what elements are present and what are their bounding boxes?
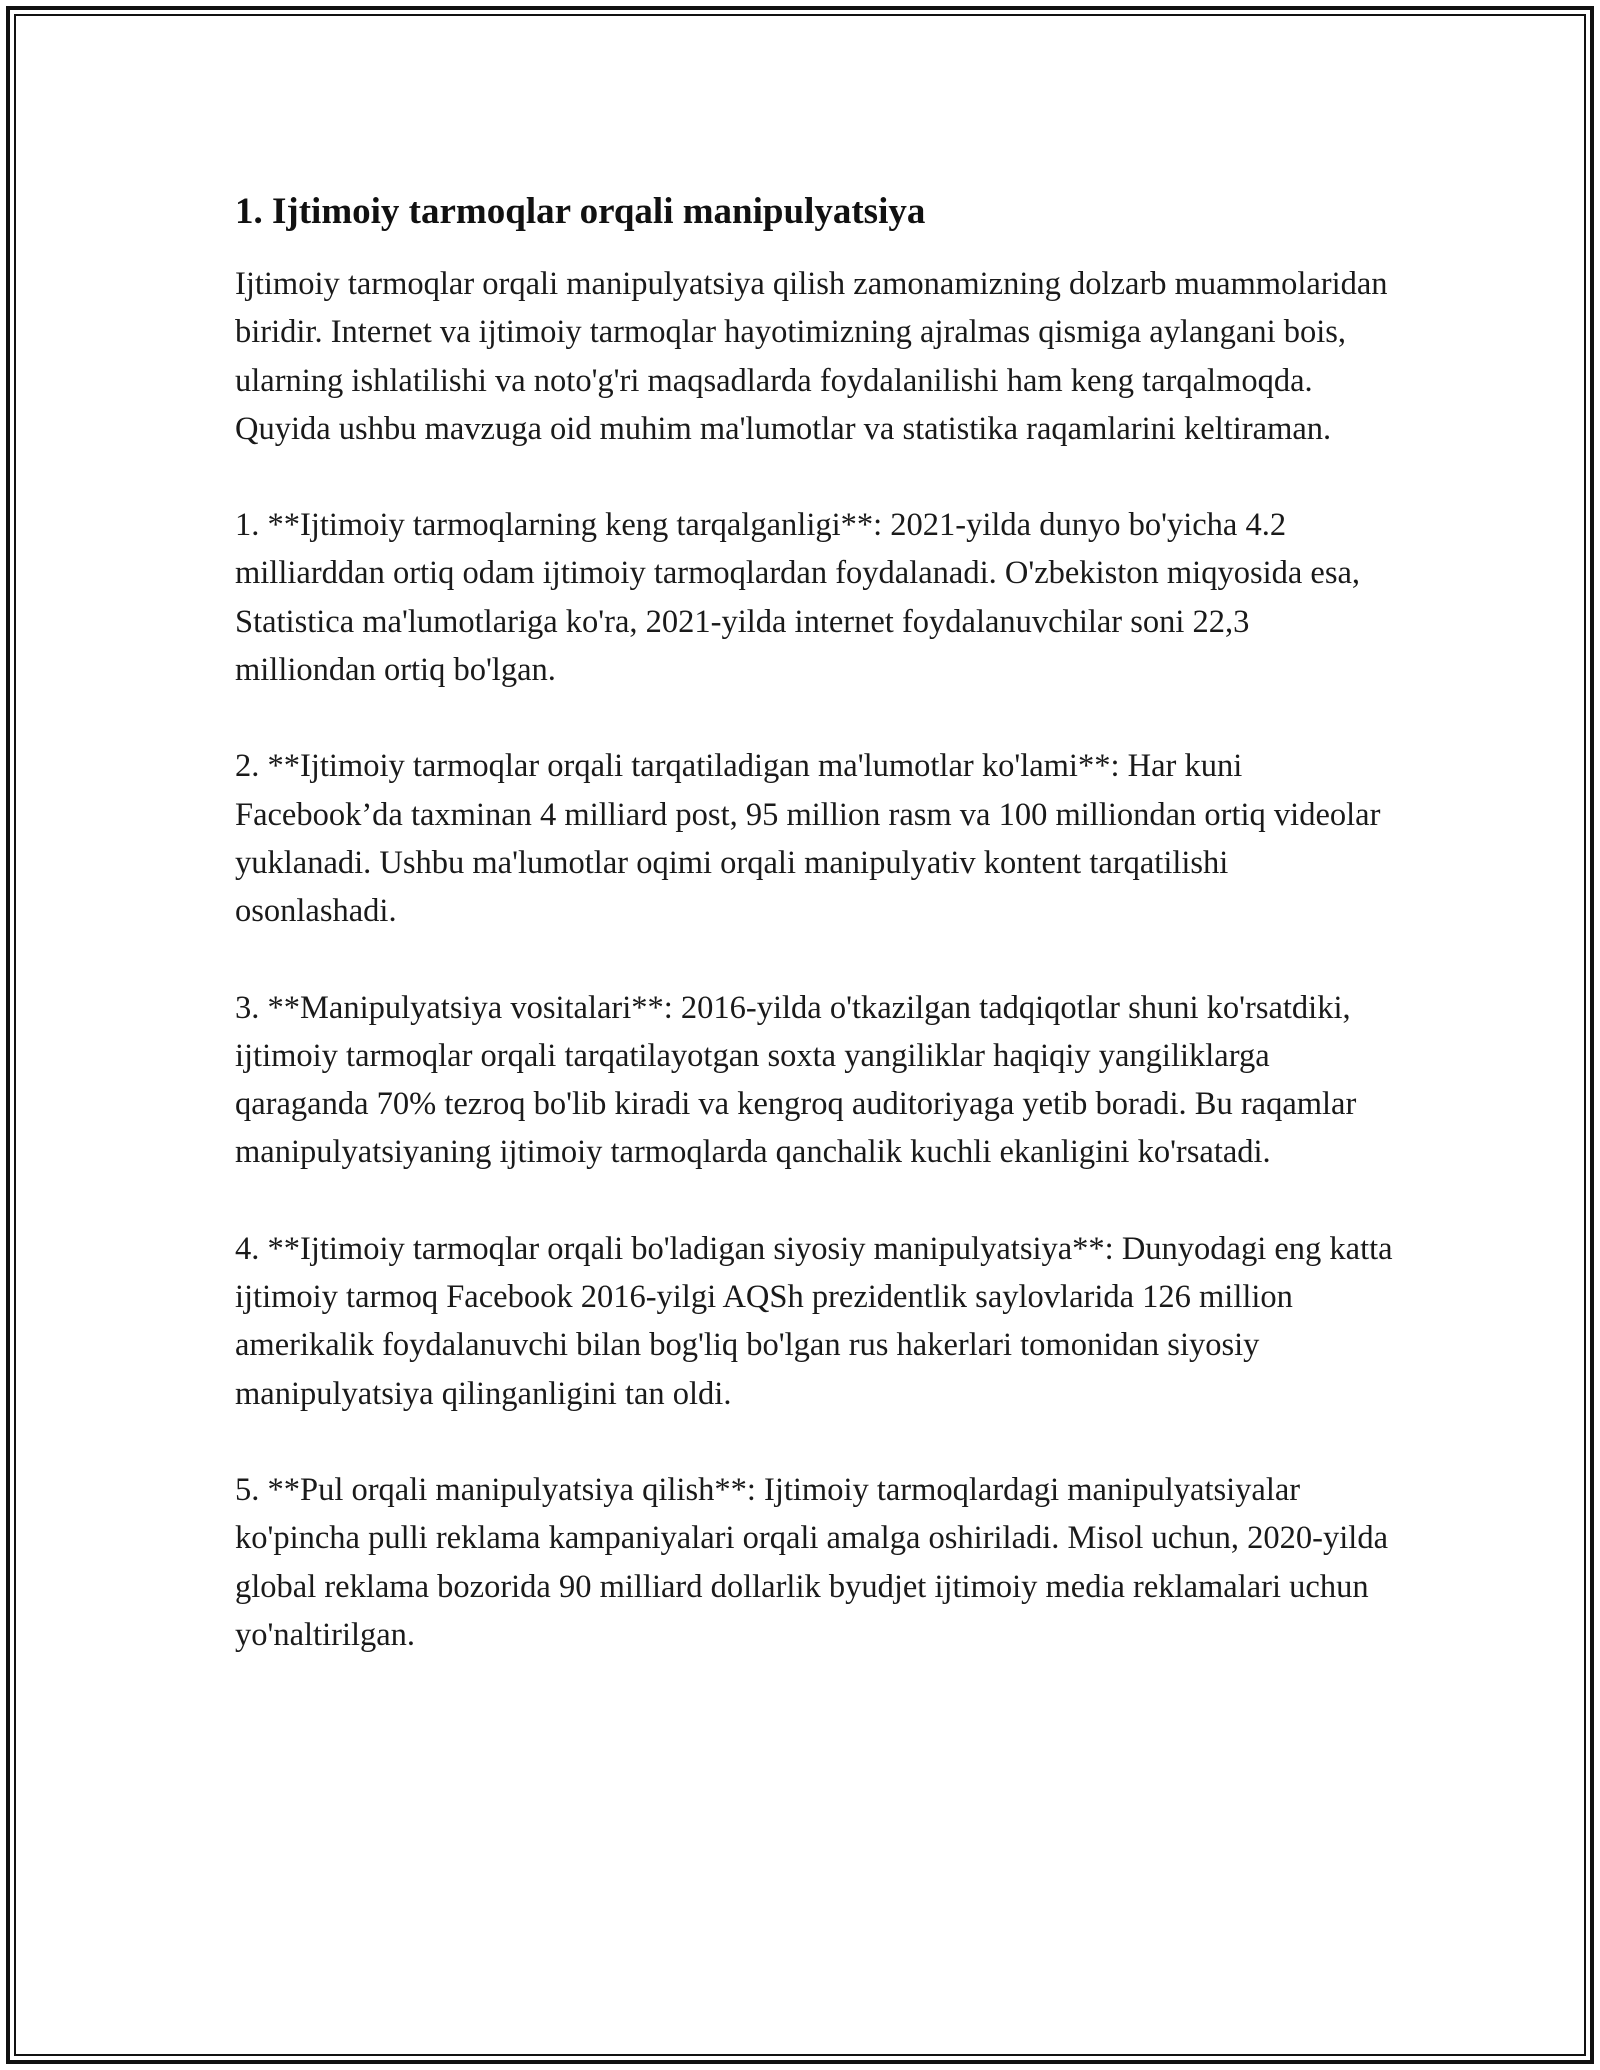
list-item-3: 3. **Manipulyatsiya vositalari**: 2016-yilda o'tkazilgan tadqiqotlar shuni ko'rsatdiki, ijtimoiy tarmoqlar orqali tarqatilayotgan soxta yangiliklar haqiqiy yangiliklarga qaraganda 70% tezroq bo'lib kiradi va kengroq auditoriyaga yetib boradi. Bu raqamlar manipulyatsiyaning ijtimoiy tarmoqlarda qanchalik kuchli ekanligini ko'rsatadi.	[235, 989, 1357, 1171]
list-item-4: 4. **Ijtimoiy tarmoqlar orqali bo'ladigan siyosiy manipulyatsiya**: Dunyodagi eng katta ijtimoiy tarmoq Facebook 2016-yilgi AQSh prezidentlik saylovlarida 126 million amerikalik foydalanuvchi bilan bog'liq bo'lgan rus hakerlari tomonidan siyosiy manipulyatsiya qilinganligini tan oldi.	[235, 1230, 1393, 1412]
list-item-5: 5. **Pul orqali manipulyatsiya qilish**: Ijtimoiy tarmoqlardagi manipulyatsiyalar ko'pincha pulli reklama kampaniyalari orqali amalga oshiriladi. Misol uchun, 2020-yilda global reklama bozorida 90 milliard dollarlik byudjet ijtimoiy media reklamalari uchun yo'naltirilgan.	[235, 1471, 1388, 1653]
document-body	[235, 186, 1395, 1707]
list-item-1: 1. **Ijtimoiy tarmoqlarning keng tarqalganligi**: 2021-yilda dunyo bo'yicha 4.2 milliarddan ortiq odam ijtimoiy tarmoqlardan foydalanadi. O'zbekiston miqyosida esa, Statistica ma'lumotlariga ko'ra, 2021-yilda internet foydalanuvchilar soni 22,3 milliondan ortiq bo'lgan.	[235, 507, 1361, 689]
list-item-2: 2. **Ijtimoiy tarmoqlar orqali tarqatiladigan ma'lumotlar ko'lami**: Har kuni Facebook’da taxminan 4 milliard post, 95 million rasm va 100 milliondan ortiq videolar yuklanadi. Ushbu ma'lumotlar oqimi orqali manipulyativ kontent tarqatilishi osonlashadi.	[235, 748, 1381, 930]
intro-paragraph: Ijtimoiy tarmoqlar orqali manipulyatsiya qilish zamonamizning dolzarb muammolaridan biridir. Internet va ijtimoiy tarmoqlar hayotimizning ajralmas qismiga aylangani bois, ularning ishlatilishi va noto'g'ri maqsadlarda foydalanilishi ham keng tarqalmoqda. Quyida ushbu mavzuga oid muhim ma'lumotlar va statistika raqamlarini keltiraman.	[235, 266, 1388, 447]
document-title: 1. Ijtimoiy tarmoqlar orqali manipulyatsiya	[235, 191, 926, 232]
